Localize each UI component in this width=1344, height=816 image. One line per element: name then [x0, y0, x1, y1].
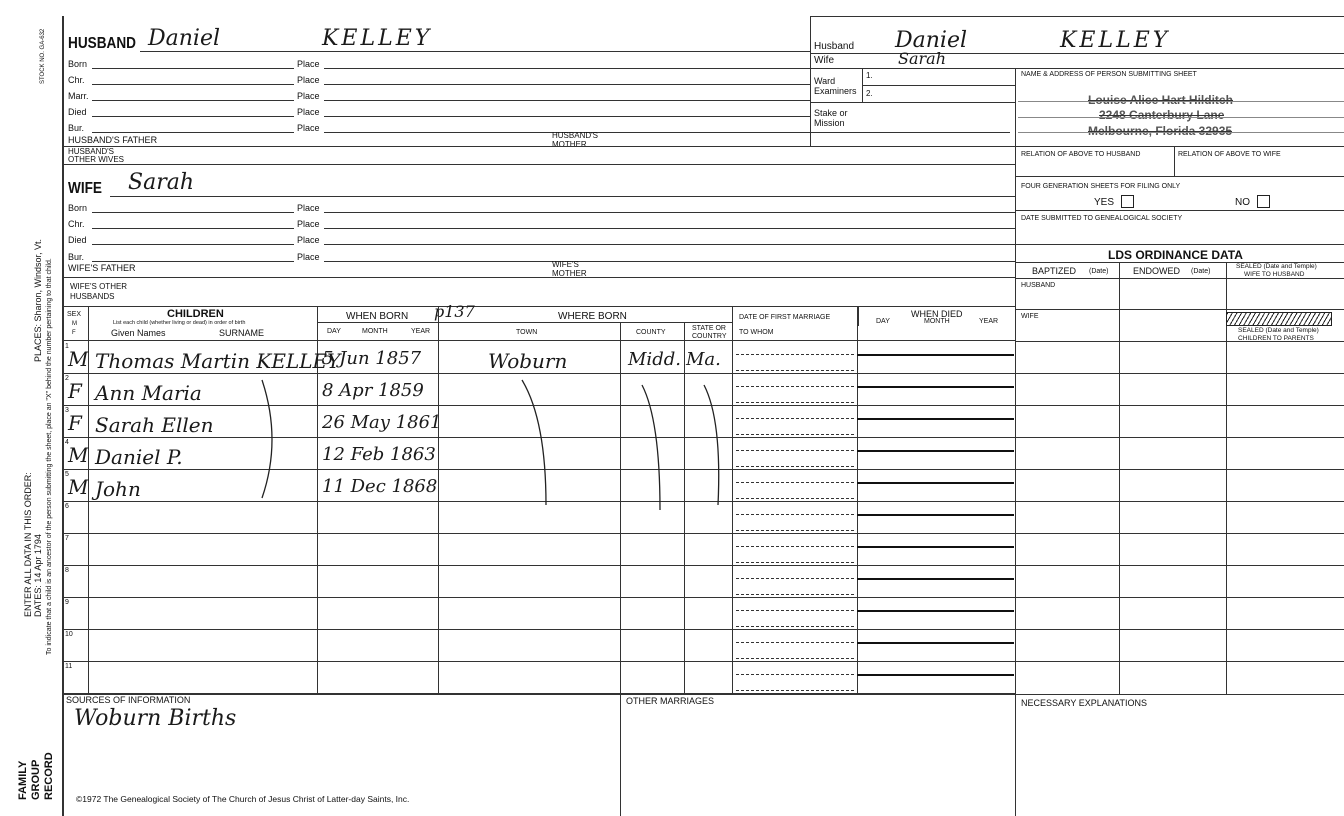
wife-given-name: Sarah: [128, 170, 194, 195]
col-town: TOWN: [516, 329, 538, 336]
submitter-city: Melbourne, Florida 32935: [1088, 124, 1233, 138]
husband-bur-place-label: Place: [297, 123, 320, 133]
wife-bur-label: Bur.: [68, 252, 85, 262]
husband-label: HUSBAND: [68, 35, 136, 52]
child-number: 6: [65, 503, 69, 510]
date-submitted-label: DATE SUBMITTED TO GENEALOGICAL SOCIETY: [1021, 215, 1183, 222]
wife-other-husbands-2: HUSBANDS: [70, 292, 115, 301]
ditto-stroke-state: [704, 385, 719, 505]
lds-baptized-date: (Date): [1089, 268, 1109, 275]
col-died-year: YEAR: [979, 318, 999, 325]
child-number: 11: [65, 663, 73, 670]
sources-value: Woburn Births: [74, 706, 237, 731]
col-sex-m: M: [72, 321, 77, 327]
examiner-2: 2.: [866, 89, 873, 98]
submitter-heading: NAME & ADDRESS OF PERSON SUBMITTING SHEET: [1021, 71, 1197, 78]
lds-sealed-children-2: CHILDREN TO PARENTS: [1238, 335, 1314, 342]
wife-died-label: Died: [68, 235, 87, 245]
hdr-wife-given: Sarah: [898, 49, 946, 68]
child-number: 3: [65, 407, 69, 414]
child-sex: F: [68, 379, 82, 403]
child-number: 8: [65, 567, 69, 574]
lds-sealed-wife-2: WIFE TO HUSBAND: [1244, 271, 1305, 278]
wife-bur-place-label: Place: [297, 252, 320, 262]
child-born-date: 11 Dec 1868: [322, 476, 438, 497]
child-number: 1: [65, 343, 69, 350]
col-born-year: YEAR: [411, 328, 431, 335]
form-title-group: GROUP: [30, 759, 42, 800]
child-born-date: 12 Feb 1863: [322, 444, 436, 465]
col-surname: SURNAME: [219, 328, 265, 338]
mission-label: Mission: [814, 118, 845, 128]
child-number: 10: [65, 631, 73, 638]
col-given-names: Given Names: [111, 328, 166, 338]
husband-chr-label: Chr.: [68, 75, 85, 85]
child-number: 7: [65, 535, 69, 542]
hdr-husband-surname: KELLEY: [1060, 28, 1171, 53]
lds-wife-label: WIFE: [1021, 313, 1039, 320]
yes-label: YES: [1094, 197, 1115, 208]
col-state-2: COUNTRY: [692, 333, 727, 340]
submitter-street: 2248 Canterbury Lane: [1099, 108, 1225, 122]
examiners-label: Examiners: [814, 86, 857, 96]
submitter-street-strike: [1099, 115, 1224, 116]
ditto-bracket-name: [262, 380, 272, 498]
col-children: CHILDREN: [167, 308, 224, 320]
wife-chr-label: Chr.: [68, 219, 85, 229]
child-name: John: [95, 477, 141, 501]
child-name: Ann Maria: [95, 381, 202, 405]
col-sex-f: F: [72, 330, 76, 336]
footer-top-line: [62, 694, 1344, 695]
child-sex: M: [68, 475, 89, 499]
child-number: 9: [65, 599, 69, 606]
wife-other-husbands-1: WIFE'S OTHER: [70, 282, 128, 291]
born-year-annotation: p137: [434, 302, 475, 321]
margin-indicate-note: To indicate that a child is an ancestor of the person submitting the sheet, place an "X" behind the number pertaining to that child.: [46, 258, 53, 655]
hdr-husband-given: Daniel: [895, 28, 968, 53]
child-sex: M: [68, 347, 89, 371]
husband-chr-place-label: Place: [297, 75, 320, 85]
husband-father-label: HUSBAND'S FATHER: [68, 135, 158, 145]
husband-born-place-label: Place: [297, 59, 320, 69]
husband-marr-label: Marr.: [68, 91, 89, 101]
lds-sealed-wife-1: SEALED (Date and Temple): [1236, 263, 1317, 270]
submitter-name-strike: [1088, 100, 1233, 101]
margin-places: PLACES: Sharon, Windsor, Vt.: [33, 238, 43, 362]
lds-endowed-date: (Date): [1191, 268, 1211, 275]
child-born-county: Midd.: [628, 349, 681, 370]
husband-born-label: Born: [68, 59, 88, 69]
child-born-date: 26 May 1861: [322, 412, 442, 433]
col-county: COUNTY: [636, 329, 666, 336]
sources-label: SOURCES OF INFORMATION: [66, 695, 191, 705]
relation-husband-label: RELATION OF ABOVE TO HUSBAND: [1021, 151, 1141, 158]
husband-other-wives-1: HUSBAND'S: [68, 147, 114, 156]
ditto-stroke-town: [522, 380, 546, 505]
submitter-name: Louise Alice Hart Hilditch: [1088, 93, 1233, 107]
lds-endowed: ENDOWED: [1133, 266, 1180, 276]
margin-enter-order: ENTER ALL DATA IN THIS ORDER:: [23, 472, 33, 617]
col-state-1: STATE OR: [692, 325, 726, 332]
child-born-date: 5 Jun 1857: [322, 348, 422, 369]
col-first-marriage: DATE OF FIRST MARRIAGE: [739, 314, 831, 321]
child-number: 2: [65, 375, 69, 382]
child-name: Thomas Martin KELLEY: [95, 349, 341, 373]
child-born-date: 8 Apr 1859: [322, 380, 424, 401]
wife-chr-place-label: Place: [297, 219, 320, 229]
wife-mother-label-1: WIFE'S: [552, 260, 579, 269]
necessary-explanations-label: NECESSARY EXPLANATIONS: [1021, 698, 1148, 708]
lds-husband-label: HUSBAND: [1021, 282, 1056, 289]
relation-wife-label: RELATION OF ABOVE TO WIFE: [1178, 151, 1281, 158]
other-marriages-label: OTHER MARRIAGES: [626, 696, 715, 706]
col-where-born: WHERE BORN: [558, 311, 627, 322]
child-sex: F: [68, 411, 82, 435]
child-name: Sarah Ellen: [95, 413, 214, 437]
no-label: NO: [1235, 197, 1250, 208]
wife-mother-label-2: MOTHER: [552, 269, 587, 278]
wife-label: WIFE: [68, 180, 102, 197]
husband-other-wives-2: OTHER WIVES: [68, 155, 125, 164]
husband-died-place-label: Place: [297, 107, 320, 117]
husband-given-name: Daniel: [148, 26, 221, 51]
child-name: Daniel P.: [95, 445, 183, 469]
lds-title: LDS ORDINANCE DATA: [1108, 248, 1243, 262]
col-to-whom: TO WHOM: [739, 329, 774, 336]
submitter-city-strike: [1088, 131, 1232, 132]
husband-died-label: Died: [68, 107, 87, 117]
lds-baptized: BAPTIZED: [1032, 266, 1077, 276]
margin-dates: DATES: 14 Apr 1794: [33, 534, 43, 617]
form-title-record: RECORD: [43, 752, 55, 800]
child-born-state: Ma.: [686, 349, 721, 370]
ditto-stroke-county: [642, 385, 660, 510]
stake-label: Stake or: [814, 108, 848, 118]
wife-died-place-label: Place: [297, 235, 320, 245]
child-number: 4: [65, 439, 69, 446]
col-born-day: DAY: [327, 328, 341, 335]
col-died-month: MONTH: [924, 318, 950, 325]
hdr-husband-label: Husband: [814, 41, 855, 52]
form-title-family: FAMILY: [17, 760, 29, 800]
husband-mother-label-2: MOTHER: [552, 140, 587, 149]
col-when-born: WHEN BORN: [346, 311, 409, 322]
col-list-note: List each child (whether living or dead) in order of birth: [113, 320, 246, 326]
husband-surname: KELLEY: [322, 26, 433, 51]
lds-sealed-children-1: SEALED (Date and Temple): [1238, 327, 1319, 334]
child-born-town: Woburn: [488, 349, 568, 373]
husband-mother-label-1: HUSBAND'S: [552, 131, 598, 140]
child-number: 5: [65, 471, 69, 478]
four-gen-label: FOUR GENERATION SHEETS FOR FILING ONLY: [1021, 183, 1181, 190]
husband-marr-place-label: Place: [297, 91, 320, 101]
wife-born-place-label: Place: [297, 203, 320, 213]
col-sex: SEX: [67, 311, 82, 318]
wife-born-label: Born: [68, 203, 88, 213]
ward-label: Ward: [814, 76, 836, 86]
hdr-wife-label: Wife: [814, 55, 834, 66]
child-sex: M: [68, 443, 89, 467]
col-died-day: DAY: [876, 318, 890, 325]
husband-bur-label: Bur.: [68, 123, 85, 133]
stock-number: STOCK NO. GA-632: [40, 28, 46, 84]
examiner-1: 1.: [866, 71, 873, 80]
col-when-died: WHEN DIED: [911, 309, 963, 319]
wife-father-label: WIFE'S FATHER: [68, 263, 136, 273]
copyright: ©1972 The Genealogical Society of The Church of Jesus Christ of Latter-day Saints, Inc.: [76, 794, 410, 804]
col-born-month: MONTH: [362, 328, 388, 335]
